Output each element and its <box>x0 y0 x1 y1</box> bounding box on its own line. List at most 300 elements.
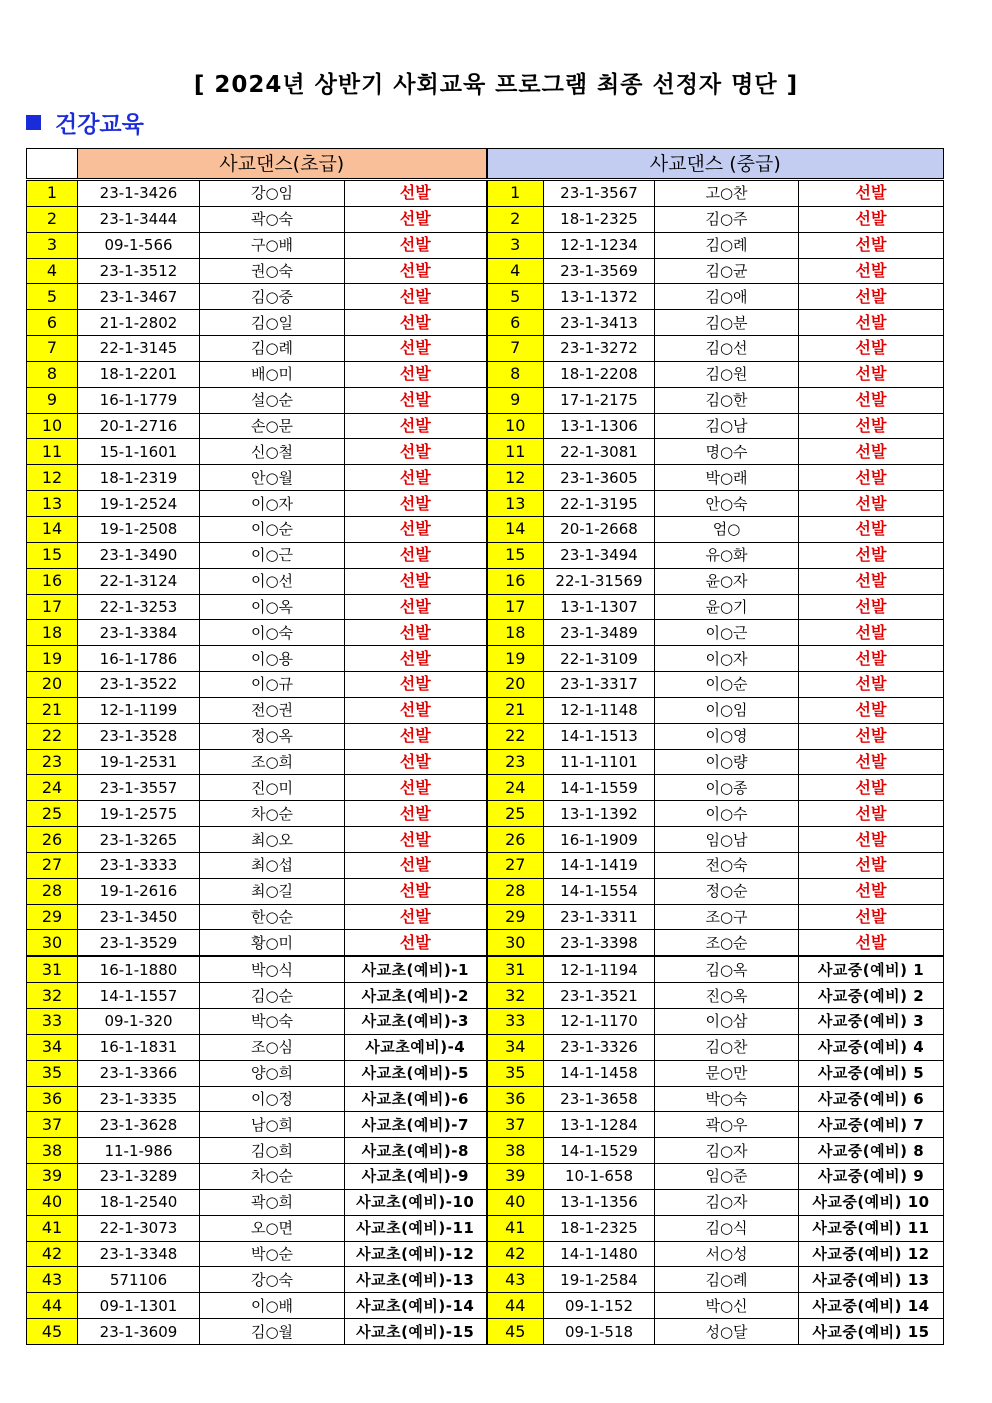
right-id-cell: 18-1-2325 <box>544 206 655 232</box>
left-id-cell: 18-1-2540 <box>78 1189 200 1215</box>
left-name-cell: 김○희 <box>200 1138 345 1164</box>
right-result-cell: 선발 <box>799 646 944 672</box>
table-row <box>27 749 944 775</box>
right-result-cell: 사교중(예비) 3 <box>799 1009 944 1035</box>
right-number-cell: 41 <box>487 1215 544 1241</box>
left-number-cell: 30 <box>27 930 78 956</box>
right-name-cell: 진○옥 <box>655 983 799 1009</box>
right-name-cell: 문○만 <box>655 1060 799 1086</box>
left-name-cell: 최○섭 <box>200 852 345 878</box>
right-id-cell: 13-1-1392 <box>544 801 655 827</box>
right-name-cell: 이○순 <box>655 672 799 698</box>
table-row <box>27 827 944 853</box>
left-id-cell: 23-1-3366 <box>78 1060 200 1086</box>
left-number-cell: 6 <box>27 310 78 336</box>
table-row <box>27 180 944 207</box>
right-result-cell: 선발 <box>799 361 944 387</box>
left-result-cell: 선발 <box>345 775 487 801</box>
right-result-cell: 사교중(예비) 5 <box>799 1060 944 1086</box>
left-result-cell: 사교초(예비)-12 <box>345 1241 487 1267</box>
left-name-cell: 이○정 <box>200 1086 345 1112</box>
right-id-cell: 23-1-3489 <box>544 620 655 646</box>
right-result-cell: 사교중(예비) 10 <box>799 1189 944 1215</box>
left-name-cell: 김○일 <box>200 310 345 336</box>
right-number-cell: 36 <box>487 1086 544 1112</box>
left-name-cell: 남○희 <box>200 1112 345 1138</box>
right-name-cell: 명○수 <box>655 439 799 465</box>
right-result-cell: 선발 <box>799 284 944 310</box>
left-result-cell: 선발 <box>345 878 487 904</box>
left-number-cell: 25 <box>27 801 78 827</box>
left-result-cell: 사교초(예비)-5 <box>345 1060 487 1086</box>
right-result-cell: 선발 <box>799 749 944 775</box>
header-beginner-class: 사교댄스(초급) <box>78 149 487 180</box>
left-id-cell: 19-1-2531 <box>78 749 200 775</box>
left-name-cell: 구○배 <box>200 232 345 258</box>
right-number-cell: 44 <box>487 1293 544 1319</box>
right-name-cell: 이○임 <box>655 697 799 723</box>
right-number-cell: 45 <box>487 1319 544 1345</box>
right-id-cell: 17-1-2175 <box>544 387 655 413</box>
left-number-cell: 44 <box>27 1293 78 1319</box>
left-name-cell: 조○심 <box>200 1034 345 1060</box>
left-number-cell: 26 <box>27 827 78 853</box>
right-name-cell: 윤○기 <box>655 594 799 620</box>
right-id-cell: 14-1-1554 <box>544 878 655 904</box>
right-number-cell: 30 <box>487 930 544 956</box>
right-number-cell: 21 <box>487 697 544 723</box>
left-result-cell: 선발 <box>345 749 487 775</box>
left-number-cell: 24 <box>27 775 78 801</box>
right-number-cell: 4 <box>487 258 544 284</box>
left-name-cell: 권○숙 <box>200 258 345 284</box>
right-result-cell: 선발 <box>799 775 944 801</box>
right-number-cell: 12 <box>487 465 544 491</box>
table-row <box>27 568 944 594</box>
right-name-cell: 전○숙 <box>655 852 799 878</box>
left-id-cell: 23-1-3335 <box>78 1086 200 1112</box>
left-result-cell: 선발 <box>345 336 487 362</box>
header-corner-cell <box>27 149 78 180</box>
left-number-cell: 37 <box>27 1112 78 1138</box>
left-id-cell: 571106 <box>78 1267 200 1293</box>
left-result-cell: 사교초(예비)-11 <box>345 1215 487 1241</box>
right-number-cell: 11 <box>487 439 544 465</box>
left-name-cell: 안○월 <box>200 465 345 491</box>
left-id-cell: 16-1-1786 <box>78 646 200 672</box>
left-id-cell: 15-1-1601 <box>78 439 200 465</box>
left-id-cell: 11-1-986 <box>78 1138 200 1164</box>
right-name-cell: 김○찬 <box>655 1034 799 1060</box>
left-result-cell: 사교초(예비)-14 <box>345 1293 487 1319</box>
table-row <box>27 723 944 749</box>
right-id-cell: 23-1-3311 <box>544 904 655 930</box>
right-id-cell: 19-1-2584 <box>544 1267 655 1293</box>
right-number-cell: 7 <box>487 336 544 362</box>
left-result-cell: 선발 <box>345 232 487 258</box>
left-result-cell: 선발 <box>345 620 487 646</box>
right-number-cell: 27 <box>487 852 544 878</box>
right-name-cell: 김○자 <box>655 1138 799 1164</box>
left-id-cell: 09-1-566 <box>78 232 200 258</box>
right-id-cell: 12-1-1234 <box>544 232 655 258</box>
left-id-cell: 23-1-3333 <box>78 852 200 878</box>
left-result-cell: 선발 <box>345 465 487 491</box>
left-number-cell: 7 <box>27 336 78 362</box>
left-id-cell: 23-1-3289 <box>78 1164 200 1190</box>
left-number-cell: 33 <box>27 1009 78 1035</box>
right-id-cell: 23-1-3605 <box>544 465 655 491</box>
left-number-cell: 40 <box>27 1189 78 1215</box>
right-id-cell: 23-1-3521 <box>544 983 655 1009</box>
right-id-cell: 23-1-3569 <box>544 258 655 284</box>
right-name-cell: 이○근 <box>655 620 799 646</box>
table-row <box>27 1189 944 1215</box>
right-name-cell: 이○종 <box>655 775 799 801</box>
left-number-cell: 19 <box>27 646 78 672</box>
right-id-cell: 16-1-1909 <box>544 827 655 853</box>
left-id-cell: 12-1-1199 <box>78 697 200 723</box>
right-result-cell: 선발 <box>799 697 944 723</box>
table-row <box>27 904 944 930</box>
left-number-cell: 17 <box>27 594 78 620</box>
right-result-cell: 사교중(예비) 6 <box>799 1086 944 1112</box>
left-number-cell: 10 <box>27 413 78 439</box>
right-result-cell: 사교중(예비) 12 <box>799 1241 944 1267</box>
right-number-cell: 1 <box>487 180 544 207</box>
left-id-cell: 19-1-2575 <box>78 801 200 827</box>
left-result-cell: 사교초(예비)-13 <box>345 1267 487 1293</box>
left-id-cell: 23-1-3512 <box>78 258 200 284</box>
left-name-cell: 차○순 <box>200 801 345 827</box>
table-row <box>27 672 944 698</box>
right-number-cell: 15 <box>487 542 544 568</box>
right-name-cell: 임○준 <box>655 1164 799 1190</box>
right-name-cell: 박○래 <box>655 465 799 491</box>
table-row <box>27 1060 944 1086</box>
right-name-cell: 조○순 <box>655 930 799 956</box>
left-number-cell: 22 <box>27 723 78 749</box>
square-bullet-icon <box>26 115 41 130</box>
left-id-cell: 16-1-1880 <box>78 956 200 982</box>
left-result-cell: 선발 <box>345 516 487 542</box>
left-id-cell: 23-1-3490 <box>78 542 200 568</box>
right-name-cell: 김○애 <box>655 284 799 310</box>
table-row <box>27 620 944 646</box>
left-number-cell: 4 <box>27 258 78 284</box>
right-id-cell: 23-1-3494 <box>544 542 655 568</box>
left-id-cell: 16-1-1831 <box>78 1034 200 1060</box>
left-name-cell: 최○오 <box>200 827 345 853</box>
left-result-cell: 선발 <box>345 439 487 465</box>
left-result-cell: 선발 <box>345 387 487 413</box>
right-id-cell: 14-1-1458 <box>544 1060 655 1086</box>
left-result-cell: 선발 <box>345 413 487 439</box>
left-number-cell: 35 <box>27 1060 78 1086</box>
left-number-cell: 8 <box>27 361 78 387</box>
right-name-cell: 이○수 <box>655 801 799 827</box>
left-number-cell: 23 <box>27 749 78 775</box>
right-result-cell: 선발 <box>799 258 944 284</box>
right-number-cell: 6 <box>487 310 544 336</box>
left-result-cell: 선발 <box>345 284 487 310</box>
right-result-cell: 선발 <box>799 878 944 904</box>
table-row <box>27 491 944 517</box>
right-name-cell: 김○주 <box>655 206 799 232</box>
table-row <box>27 1034 944 1060</box>
left-id-cell: 23-1-3450 <box>78 904 200 930</box>
right-number-cell: 25 <box>487 801 544 827</box>
right-id-cell: 14-1-1559 <box>544 775 655 801</box>
right-result-cell: 선발 <box>799 180 944 207</box>
page-title: [ 2024년 상반기 사회교육 프로그램 최종 선정자 명단 ] <box>193 72 799 98</box>
right-name-cell: 이○삼 <box>655 1009 799 1035</box>
right-name-cell: 박○신 <box>655 1293 799 1319</box>
right-number-cell: 23 <box>487 749 544 775</box>
right-id-cell: 13-1-1307 <box>544 594 655 620</box>
right-number-cell: 34 <box>487 1034 544 1060</box>
left-name-cell: 박○순 <box>200 1241 345 1267</box>
header-intermediate-class: 사교댄스 (중급) <box>487 149 944 180</box>
left-name-cell: 이○숙 <box>200 620 345 646</box>
right-name-cell: 엄○ <box>655 516 799 542</box>
right-result-cell: 선발 <box>799 491 944 517</box>
table-row <box>27 1241 944 1267</box>
left-result-cell: 선발 <box>345 697 487 723</box>
left-result-cell: 선발 <box>345 180 487 207</box>
table-row <box>27 1138 944 1164</box>
right-number-cell: 20 <box>487 672 544 698</box>
table-row <box>27 801 944 827</box>
left-id-cell: 18-1-2201 <box>78 361 200 387</box>
table-row <box>27 594 944 620</box>
table-row <box>27 284 944 310</box>
right-number-cell: 17 <box>487 594 544 620</box>
left-id-cell: 23-1-3426 <box>78 180 200 207</box>
selection-table <box>26 148 944 1345</box>
table-row <box>27 1267 944 1293</box>
right-id-cell: 23-1-3317 <box>544 672 655 698</box>
right-id-cell: 22-1-31569 <box>544 568 655 594</box>
table-row <box>27 542 944 568</box>
left-name-cell: 손○문 <box>200 413 345 439</box>
left-id-cell: 14-1-1557 <box>78 983 200 1009</box>
right-result-cell: 선발 <box>799 852 944 878</box>
table-row <box>27 439 944 465</box>
left-number-cell: 29 <box>27 904 78 930</box>
right-id-cell: 23-1-3567 <box>544 180 655 207</box>
left-result-cell: 사교초(예비)-8 <box>345 1138 487 1164</box>
left-result-cell: 선발 <box>345 646 487 672</box>
right-id-cell: 14-1-1529 <box>544 1138 655 1164</box>
left-id-cell: 23-1-3529 <box>78 930 200 956</box>
left-name-cell: 김○중 <box>200 284 345 310</box>
table-row <box>27 206 944 232</box>
right-name-cell: 서○성 <box>655 1241 799 1267</box>
table-row <box>27 1009 944 1035</box>
right-id-cell: 14-1-1419 <box>544 852 655 878</box>
left-number-cell: 18 <box>27 620 78 646</box>
right-number-cell: 33 <box>487 1009 544 1035</box>
left-number-cell: 41 <box>27 1215 78 1241</box>
right-result-cell: 사교중(예비) 15 <box>799 1319 944 1345</box>
left-id-cell: 23-1-3628 <box>78 1112 200 1138</box>
right-result-cell: 선발 <box>799 387 944 413</box>
right-name-cell: 김○원 <box>655 361 799 387</box>
left-number-cell: 16 <box>27 568 78 594</box>
table-row <box>27 646 944 672</box>
right-name-cell: 곽○우 <box>655 1112 799 1138</box>
right-id-cell: 23-1-3658 <box>544 1086 655 1112</box>
right-result-cell: 선발 <box>799 413 944 439</box>
left-name-cell: 최○길 <box>200 878 345 904</box>
right-id-cell: 13-1-1284 <box>544 1112 655 1138</box>
left-result-cell: 선발 <box>345 258 487 284</box>
table-row <box>27 336 944 362</box>
left-id-cell: 23-1-3467 <box>78 284 200 310</box>
left-id-cell: 22-1-3145 <box>78 336 200 362</box>
right-result-cell: 선발 <box>799 672 944 698</box>
right-name-cell: 김○옥 <box>655 956 799 982</box>
right-id-cell: 13-1-1372 <box>544 284 655 310</box>
right-result-cell: 사교중(예비) 11 <box>799 1215 944 1241</box>
right-number-cell: 35 <box>487 1060 544 1086</box>
left-number-cell: 15 <box>27 542 78 568</box>
right-name-cell: 김○한 <box>655 387 799 413</box>
right-name-cell: 정○순 <box>655 878 799 904</box>
left-name-cell: 이○순 <box>200 516 345 542</box>
left-name-cell: 진○미 <box>200 775 345 801</box>
right-result-cell: 선발 <box>799 904 944 930</box>
left-id-cell: 23-1-3557 <box>78 775 200 801</box>
left-number-cell: 1 <box>27 180 78 207</box>
right-name-cell: 이○량 <box>655 749 799 775</box>
right-result-cell: 선발 <box>799 594 944 620</box>
table-row <box>27 413 944 439</box>
right-id-cell: 12-1-1148 <box>544 697 655 723</box>
left-result-cell: 사교초(예비)-2 <box>345 983 487 1009</box>
table-row <box>27 1164 944 1190</box>
left-name-cell: 신○철 <box>200 439 345 465</box>
left-name-cell: 박○숙 <box>200 1009 345 1035</box>
table-row <box>27 930 944 956</box>
table-row <box>27 310 944 336</box>
left-result-cell: 사교초(예비)-9 <box>345 1164 487 1190</box>
left-name-cell: 이○배 <box>200 1293 345 1319</box>
right-number-cell: 2 <box>487 206 544 232</box>
right-id-cell: 18-1-2325 <box>544 1215 655 1241</box>
right-id-cell: 13-1-1306 <box>544 413 655 439</box>
left-id-cell: 22-1-3073 <box>78 1215 200 1241</box>
right-result-cell: 선발 <box>799 439 944 465</box>
right-number-cell: 3 <box>487 232 544 258</box>
left-id-cell: 23-1-3528 <box>78 723 200 749</box>
right-id-cell: 09-1-518 <box>544 1319 655 1345</box>
left-name-cell: 양○희 <box>200 1060 345 1086</box>
right-id-cell: 10-1-658 <box>544 1164 655 1190</box>
right-name-cell: 김○남 <box>655 413 799 439</box>
left-id-cell: 09-1-1301 <box>78 1293 200 1319</box>
right-number-cell: 10 <box>487 413 544 439</box>
left-name-cell: 이○자 <box>200 491 345 517</box>
right-id-cell: 23-1-3413 <box>544 310 655 336</box>
right-number-cell: 14 <box>487 516 544 542</box>
left-id-cell: 19-1-2508 <box>78 516 200 542</box>
left-number-cell: 20 <box>27 672 78 698</box>
left-number-cell: 43 <box>27 1267 78 1293</box>
right-result-cell: 선발 <box>799 620 944 646</box>
left-result-cell: 사교초예비)-4 <box>345 1034 487 1060</box>
left-result-cell: 사교초(예비)-1 <box>345 956 487 982</box>
table-row <box>27 1319 944 1345</box>
right-id-cell: 13-1-1356 <box>544 1189 655 1215</box>
table-row <box>27 852 944 878</box>
right-id-cell: 12-1-1194 <box>544 956 655 982</box>
right-name-cell: 이○자 <box>655 646 799 672</box>
left-name-cell: 배○미 <box>200 361 345 387</box>
left-id-cell: 23-1-3609 <box>78 1319 200 1345</box>
left-result-cell: 선발 <box>345 568 487 594</box>
right-number-cell: 22 <box>487 723 544 749</box>
left-result-cell: 선발 <box>345 852 487 878</box>
left-number-cell: 13 <box>27 491 78 517</box>
right-id-cell: 22-1-3195 <box>544 491 655 517</box>
left-name-cell: 김○월 <box>200 1319 345 1345</box>
left-name-cell: 이○옥 <box>200 594 345 620</box>
table-header-row <box>27 149 944 180</box>
left-id-cell: 21-1-2802 <box>78 310 200 336</box>
right-result-cell: 선발 <box>799 516 944 542</box>
left-id-cell: 18-1-2319 <box>78 465 200 491</box>
right-result-cell: 사교중(예비) 4 <box>799 1034 944 1060</box>
right-result-cell: 선발 <box>799 232 944 258</box>
left-name-cell: 곽○숙 <box>200 206 345 232</box>
left-id-cell: 19-1-2616 <box>78 878 200 904</box>
right-name-cell: 김○례 <box>655 232 799 258</box>
left-name-cell: 강○숙 <box>200 1267 345 1293</box>
left-name-cell: 차○순 <box>200 1164 345 1190</box>
left-id-cell: 22-1-3253 <box>78 594 200 620</box>
right-number-cell: 13 <box>487 491 544 517</box>
left-result-cell: 선발 <box>345 542 487 568</box>
right-id-cell: 11-1-1101 <box>544 749 655 775</box>
left-result-cell: 선발 <box>345 827 487 853</box>
right-result-cell: 사교중(예비) 7 <box>799 1112 944 1138</box>
right-result-cell: 선발 <box>799 206 944 232</box>
right-number-cell: 39 <box>487 1164 544 1190</box>
right-result-cell: 선발 <box>799 465 944 491</box>
left-number-cell: 3 <box>27 232 78 258</box>
left-result-cell: 선발 <box>345 361 487 387</box>
left-id-cell: 23-1-3384 <box>78 620 200 646</box>
right-name-cell: 이○영 <box>655 723 799 749</box>
right-result-cell: 사교중(예비) 13 <box>799 1267 944 1293</box>
right-number-cell: 26 <box>487 827 544 853</box>
left-number-cell: 14 <box>27 516 78 542</box>
right-name-cell: 임○남 <box>655 827 799 853</box>
left-number-cell: 31 <box>27 956 78 982</box>
table-row <box>27 516 944 542</box>
right-name-cell: 조○구 <box>655 904 799 930</box>
left-result-cell: 선발 <box>345 491 487 517</box>
left-number-cell: 21 <box>27 697 78 723</box>
right-id-cell: 18-1-2208 <box>544 361 655 387</box>
left-name-cell: 전○권 <box>200 697 345 723</box>
left-result-cell: 사교초(예비)-3 <box>345 1009 487 1035</box>
right-number-cell: 31 <box>487 956 544 982</box>
left-name-cell: 이○근 <box>200 542 345 568</box>
left-id-cell: 22-1-3124 <box>78 568 200 594</box>
